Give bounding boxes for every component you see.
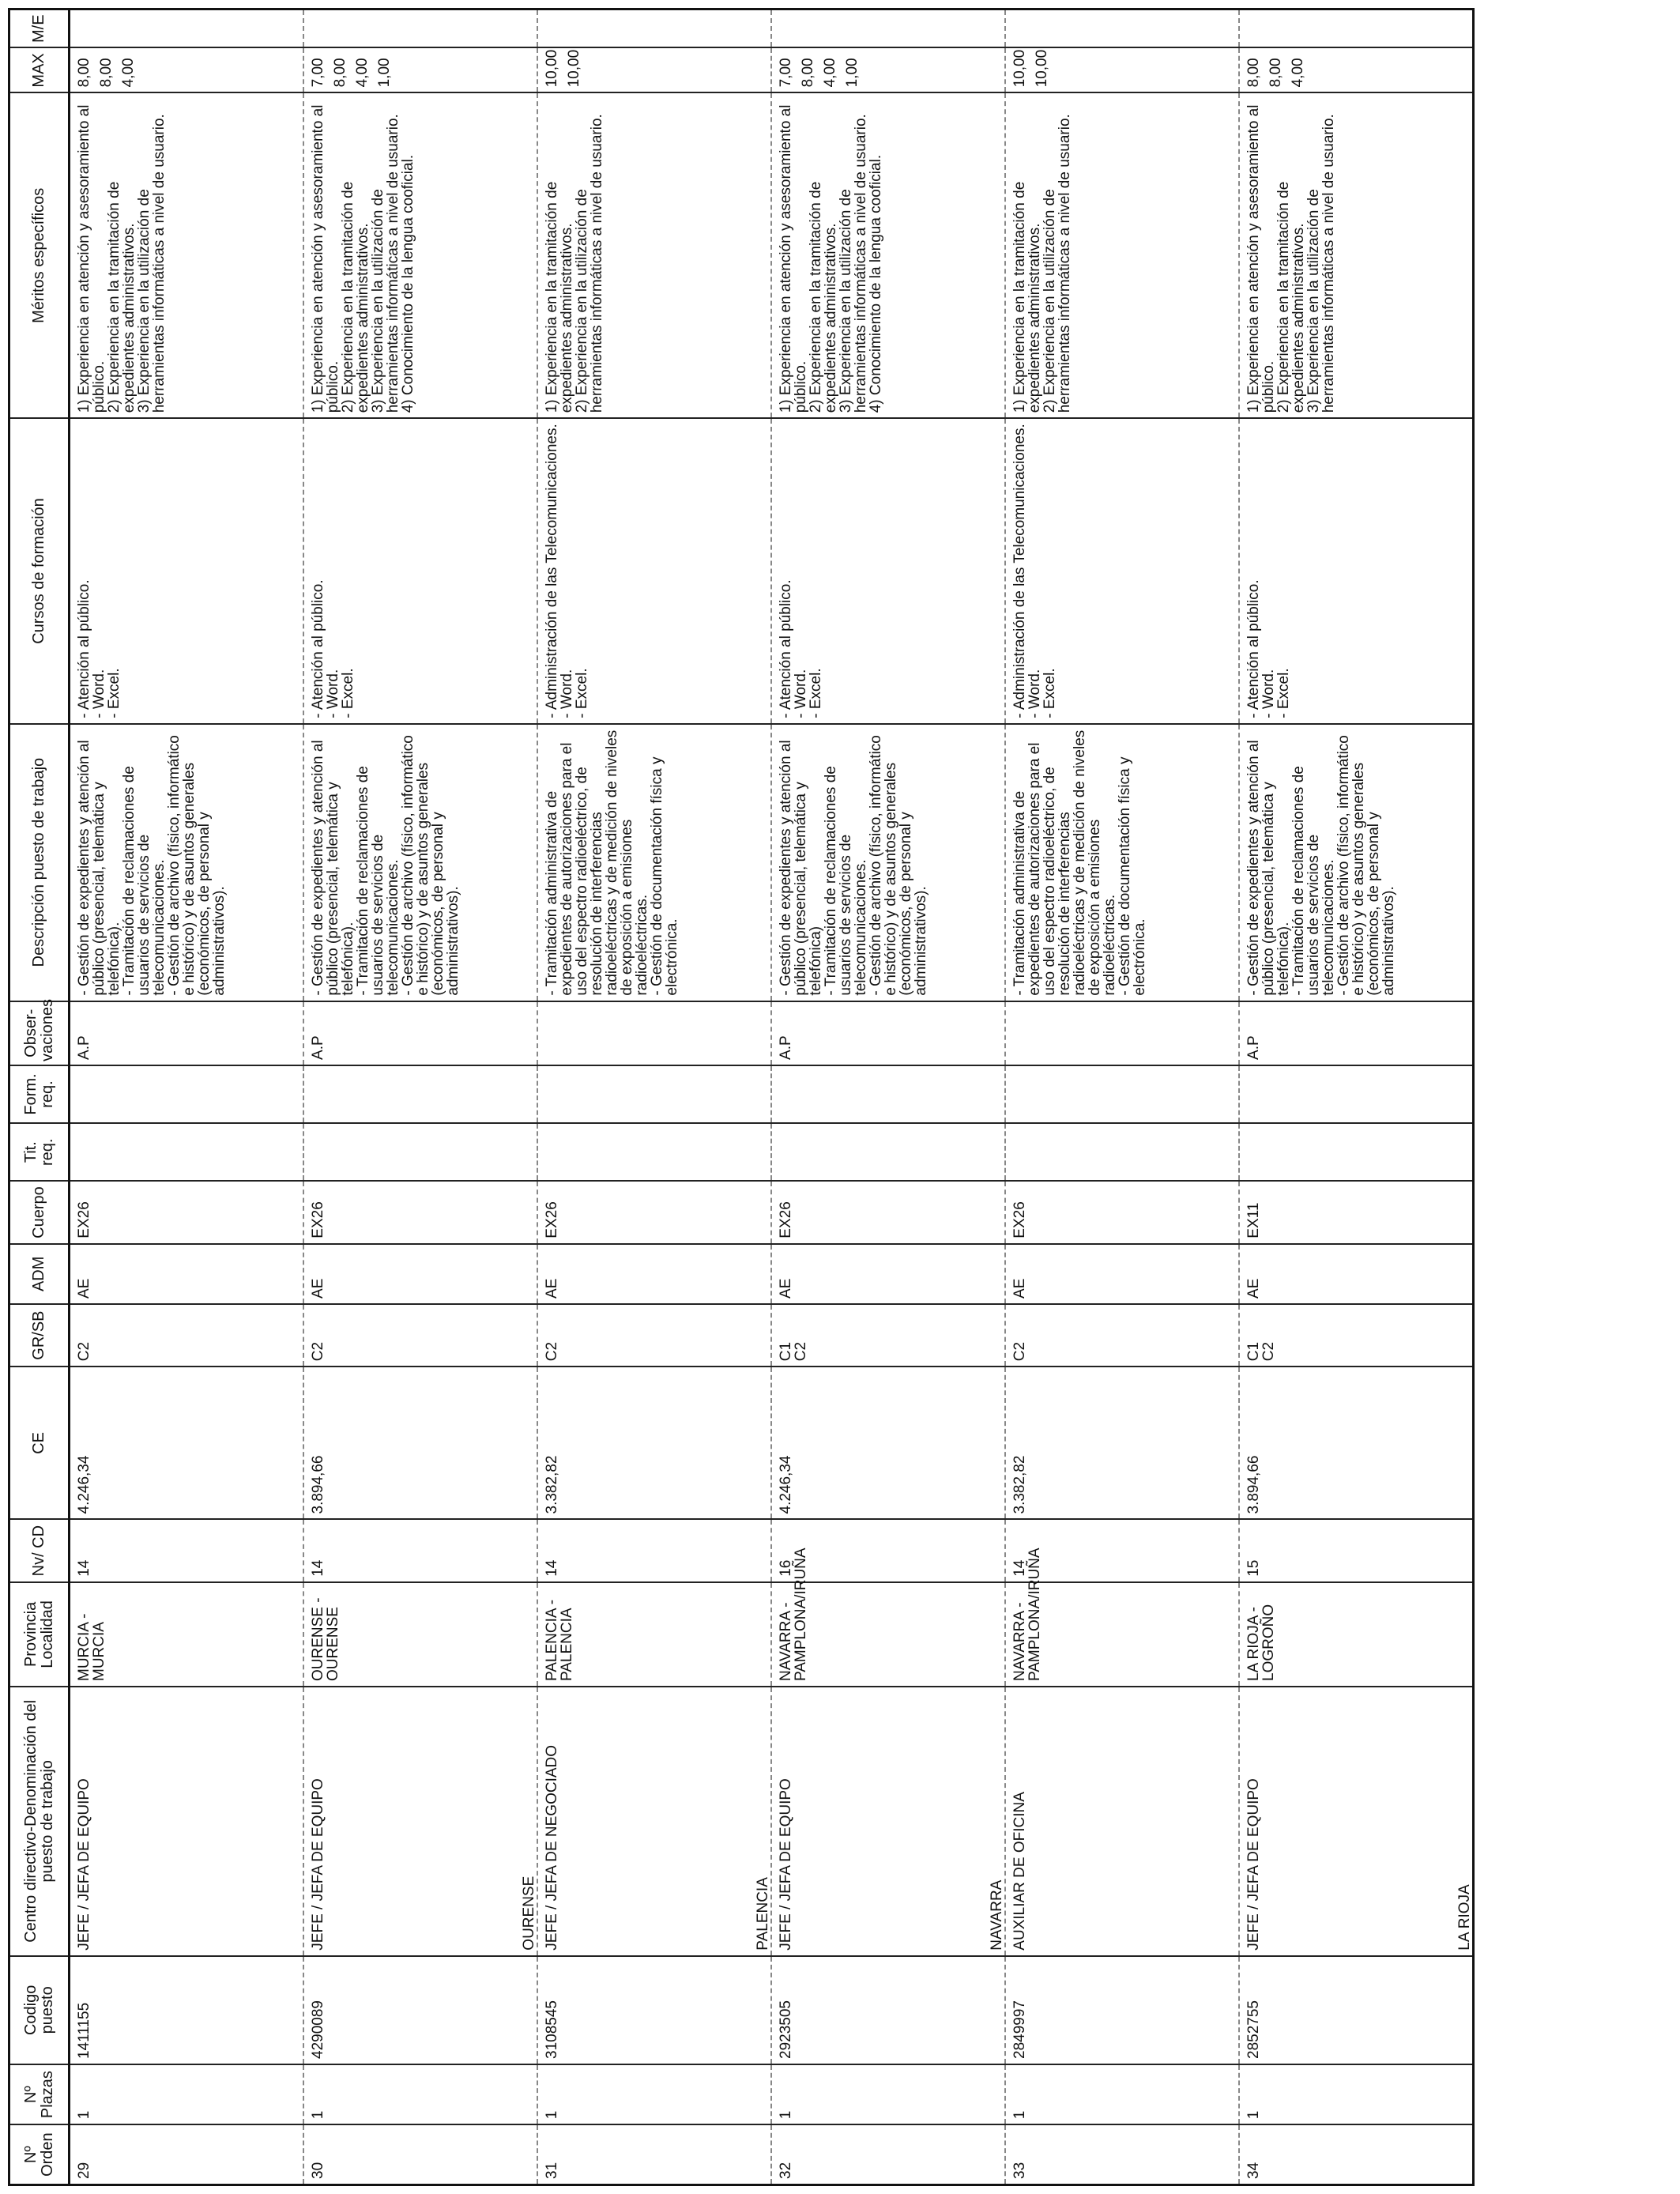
cell-orden: 29 <box>70 2124 303 2185</box>
cell-tit <box>1239 1123 1473 1181</box>
max-value: 4,00 <box>120 58 137 88</box>
header-cuerpo: Cuerpo <box>9 1181 70 1243</box>
cell-orden: 31 <box>537 2124 771 2185</box>
cell-ce: 4.246,34 <box>771 1367 1005 1519</box>
cell-max <box>537 47 771 92</box>
max-value: 4,00 <box>353 58 371 88</box>
header-descripcion: Descripción puesto de trabajo <box>9 724 70 1001</box>
descripcion-line: - Gestión de expedientes y atención al público (presencial, telemática y telefónica). <box>1245 740 1293 996</box>
cell-descripcion <box>70 724 303 1001</box>
cell-meritos <box>70 92 303 418</box>
cell-adm: AE <box>537 1244 771 1304</box>
cell-adm: AE <box>1239 1244 1473 1304</box>
descripcion-line: - Gestión de archivo (físico, informático e histórico) y de asuntos generales (económicos, de personal y administrativos). <box>399 735 461 996</box>
cell-me <box>1239 9 1473 48</box>
cell-obs <box>537 1001 771 1065</box>
cell-centro <box>70 1687 303 1956</box>
header-formacion: Form. req. <box>9 1065 70 1123</box>
curso-line: - Word. <box>792 669 809 718</box>
merito-line: 3) Experiencia en la utilización de herramientas informáticas a nivel de usuario. <box>1305 114 1338 413</box>
header-nivel: Nv/ CD <box>9 1519 70 1581</box>
table-row-34 <box>1239 9 1473 2185</box>
max-value: 8,00 <box>1245 58 1263 88</box>
header-centro: Centro directivo-Denominación del puesto de trabajo <box>9 1687 70 1956</box>
header-titulacion: Tit. req. <box>9 1123 70 1181</box>
merito-line: 1) Experiencia en la tramitación de expedientes administrativos. <box>1011 181 1044 413</box>
puesto-label: AUXILIAR DE OFICINA <box>1011 1792 1029 1951</box>
table-row-30 <box>303 9 537 2185</box>
max-value: 10,00 <box>1034 49 1051 88</box>
cell-adm: AE <box>70 1244 303 1304</box>
curso-line: - Atención al público. <box>777 579 794 718</box>
max-value: 1,00 <box>375 58 393 88</box>
table-row-33 <box>1005 9 1239 2185</box>
cell-provincia: NAVARRA - PAMPLONA/IRUÑA <box>771 1582 1005 1687</box>
cell-adm: AE <box>771 1244 1005 1304</box>
curso-line: - Administración de las Telecomunicaciones. <box>543 424 560 718</box>
cell-form <box>1005 1065 1239 1123</box>
merito-line: 2) Experiencia en la tramitación de expedientes administrativos. <box>807 181 839 413</box>
max-value: 10,00 <box>565 49 582 88</box>
curso-line: - Word. <box>91 669 107 718</box>
grupo-value: C2 <box>1260 1341 1278 1362</box>
merito-line: 3) Experiencia en la utilización de herramientas informáticas a nivel de usuario. <box>369 114 401 413</box>
cell-nivel: 14 <box>303 1519 537 1581</box>
header-me: M/E <box>9 9 70 48</box>
curso-line: - Administración de las Telecomunicaciones. <box>1011 424 1029 718</box>
cell-ce: 3.894,66 <box>303 1367 537 1519</box>
max-value: 8,00 <box>331 58 348 88</box>
cell-meritos <box>537 92 771 418</box>
puesto-label: JEFE / JEFA DE EQUIPO <box>1245 1778 1263 1951</box>
header-adm: ADM <box>9 1244 70 1304</box>
merito-line: 2) Experiencia en la tramitación de expedientes administrativos. <box>1275 181 1308 413</box>
cell-me <box>537 9 771 48</box>
cell-me <box>303 9 537 48</box>
cell-provincia: MURCIA - MURCIA <box>70 1582 303 1687</box>
header-provincia: Provincia Localidad <box>9 1582 70 1687</box>
header-plazas: Nº Plazas <box>9 2064 70 2124</box>
merito-line: 2) Experiencia en la utilización de herramientas informáticas a nivel de usuario. <box>1042 114 1074 413</box>
cell-me <box>70 9 303 48</box>
grupo-value: C2 <box>76 1341 92 1362</box>
descripcion-line: - Tramitación de reclamaciones de usuarios de servicios de telecomunicaciones. <box>354 766 401 996</box>
max-value: 8,00 <box>98 58 115 88</box>
cell-meritos <box>1005 92 1239 418</box>
descripcion-line: - Gestión de archivo (físico, informático e histórico) y de asuntos generales (económicos, de personal y administrativos). <box>166 735 228 996</box>
curso-line: - Excel. <box>1275 668 1293 718</box>
curso-line: - Atención al público. <box>1245 579 1263 718</box>
cell-cursos <box>1239 418 1473 723</box>
merito-line: 3) Experiencia en la utilización de herramientas informáticas a nivel de usuario. <box>136 114 168 413</box>
cell-cuerpo: EX26 <box>303 1181 537 1243</box>
curso-line: - Atención al público. <box>309 579 326 718</box>
cell-provincia: LA RIOJA - LOGROÑO <box>1239 1582 1473 1687</box>
max-value: 8,00 <box>1268 58 1285 88</box>
max-value: 4,00 <box>821 58 838 88</box>
cell-max <box>771 47 1005 92</box>
max-value: 10,00 <box>543 49 560 88</box>
cell-tit <box>70 1123 303 1181</box>
curso-line: - Atención al público. <box>76 579 92 718</box>
max-value: 7,00 <box>777 58 794 88</box>
location-label: OURENSE <box>520 1875 537 1951</box>
cell-form <box>303 1065 537 1123</box>
puesto-label: JEFE / JEFA DE EQUIPO <box>309 1778 326 1951</box>
cell-form <box>70 1065 303 1123</box>
descripcion-line: - Gestión de documentación física y electrónica. <box>1117 756 1149 996</box>
merito-line: 2) Experiencia en la tramitación de expedientes administrativos. <box>106 181 137 413</box>
location-label: PALENCIA <box>754 1877 771 1951</box>
cell-grupo <box>771 1304 1005 1367</box>
cell-max <box>70 47 303 92</box>
cell-obs: A.P <box>771 1001 1005 1065</box>
cell-adm: AE <box>303 1244 537 1304</box>
descripcion-line: - Gestión de documentación física y electrónica. <box>648 756 680 996</box>
curso-line: - Excel. <box>573 668 590 718</box>
cell-tit <box>771 1123 1005 1181</box>
cell-adm: AE <box>1005 1244 1239 1304</box>
cell-max <box>1005 47 1239 92</box>
cell-grupo <box>537 1304 771 1367</box>
cell-cursos <box>537 418 771 723</box>
cell-plazas: 1 <box>1005 2064 1239 2124</box>
curso-line: - Excel. <box>1042 668 1059 718</box>
puesto-label: JEFE / JEFA DE NEGOCIADO <box>543 1744 560 1951</box>
cell-ce: 3.894,66 <box>1239 1367 1473 1519</box>
cell-centro <box>303 1687 537 1956</box>
merito-line: 4) Conocimiento de la lengua cooficial. <box>867 154 884 413</box>
cell-obs: A.P <box>303 1001 537 1065</box>
cell-meritos <box>771 92 1005 418</box>
cell-form <box>537 1065 771 1123</box>
curso-line: - Excel. <box>339 668 356 718</box>
descripcion-line: - Tramitación de reclamaciones de usuarios de servicios de telecomunicaciones. <box>121 766 168 996</box>
cell-plazas: 1 <box>1239 2064 1473 2124</box>
cell-ce: 3.382,82 <box>537 1367 771 1519</box>
cell-cuerpo: EX26 <box>537 1181 771 1243</box>
cell-tit <box>537 1123 771 1181</box>
grupo-value: C2 <box>309 1341 326 1362</box>
curso-line: - Excel. <box>106 668 122 718</box>
job-positions-table <box>8 8 1475 2186</box>
cell-ce: 4.246,34 <box>70 1367 303 1519</box>
cell-me <box>1005 9 1239 48</box>
cell-cursos <box>1005 418 1239 723</box>
cell-obs: A.P <box>1239 1001 1473 1065</box>
cell-grupo <box>70 1304 303 1367</box>
table-row-31 <box>537 9 771 2185</box>
descripcion-line: - Gestión de archivo (físico, informático e histórico) y de asuntos generales (económicos, de personal y administrativos). <box>867 735 929 996</box>
cell-codigo: 1411155 <box>70 1956 303 2064</box>
header-ce: CE <box>9 1367 70 1519</box>
merito-line: 1) Experiencia en atención y asesoramiento al público. <box>777 104 809 413</box>
cell-nivel: 14 <box>537 1519 771 1581</box>
cell-form <box>1239 1065 1473 1123</box>
cell-descripcion <box>537 724 771 1001</box>
cell-cursos <box>771 418 1005 723</box>
cell-centro <box>771 1687 1005 1956</box>
cell-me <box>771 9 1005 48</box>
merito-line: 4) Conocimiento de la lengua cooficial. <box>399 154 416 413</box>
cell-centro <box>1239 1687 1473 1956</box>
grupo-value: C1 <box>1245 1341 1263 1362</box>
cell-cuerpo: EX26 <box>1005 1181 1239 1243</box>
descripcion-line: - Gestión de archivo (físico, informático e histórico) y de asuntos generales (económicos, de personal y administrativos). <box>1335 735 1398 996</box>
cell-meritos <box>1239 92 1473 418</box>
merito-line: 1) Experiencia en atención y asesoramiento al público. <box>309 104 341 413</box>
cell-cursos <box>70 418 303 723</box>
curso-line: - Word. <box>1260 669 1278 718</box>
header-meritos: Méritos específicos <box>9 92 70 418</box>
cell-grupo <box>1005 1304 1239 1367</box>
cell-cuerpo: EX26 <box>70 1181 303 1243</box>
cell-plazas: 1 <box>303 2064 537 2124</box>
cell-tit <box>303 1123 537 1181</box>
cell-codigo: 3108545 <box>537 1956 771 2064</box>
cell-descripcion <box>1239 724 1473 1001</box>
location-label: NAVARRA <box>989 1879 1006 1951</box>
cell-nivel: 14 <box>1005 1519 1239 1581</box>
cell-orden: 33 <box>1005 2124 1239 2185</box>
cell-centro <box>1005 1687 1239 1956</box>
rotated-page <box>8 8 1475 2186</box>
cell-codigo: 2923505 <box>771 1956 1005 2064</box>
cell-plazas: 1 <box>771 2064 1005 2124</box>
cell-tit <box>1005 1123 1239 1181</box>
cell-descripcion <box>771 724 1005 1001</box>
cell-nivel: 14 <box>70 1519 303 1581</box>
cell-plazas: 1 <box>537 2064 771 2124</box>
header-row <box>9 9 70 2185</box>
header-grupo: GR/SB <box>9 1304 70 1367</box>
descripcion-line: - Tramitación de reclamaciones de usuarios de servicios de telecomunicaciones. <box>1290 766 1338 996</box>
cell-orden: 30 <box>303 2124 537 2185</box>
table-row-32 <box>771 9 1005 2185</box>
merito-line: 1) Experiencia en atención y asesoramiento al público. <box>76 104 107 413</box>
location-label: LA RIOJA <box>1456 1884 1473 1951</box>
cell-orden: 32 <box>771 2124 1005 2185</box>
max-value: 8,00 <box>799 58 816 88</box>
descripcion-line: - Tramitación de reclamaciones de usuarios de servicios de telecomunicaciones. <box>822 766 869 996</box>
grupo-value: C2 <box>1011 1341 1029 1362</box>
cell-codigo: 2852755 <box>1239 1956 1473 2064</box>
merito-line: 3) Experiencia en la utilización de herramientas informáticas a nivel de usuario. <box>837 114 869 413</box>
puesto-label: JEFE / JEFA DE EQUIPO <box>76 1778 92 1951</box>
cell-codigo: 2849997 <box>1005 1956 1239 2064</box>
cell-nivel: 15 <box>1239 1519 1473 1581</box>
cell-provincia: OURENSE - OURENSE <box>303 1582 537 1687</box>
header-observaciones: Obser-vaciones <box>9 1001 70 1065</box>
cell-obs <box>1005 1001 1239 1065</box>
grupo-value: C2 <box>792 1341 809 1362</box>
cell-ce: 3.382,82 <box>1005 1367 1239 1519</box>
grupo-value: C2 <box>543 1341 560 1362</box>
cell-descripcion <box>1005 724 1239 1001</box>
merito-line: 1) Experiencia en atención y asesoramiento al público. <box>1245 104 1278 413</box>
header-cursos: Cursos de formación <box>9 418 70 723</box>
cell-meritos <box>303 92 537 418</box>
cell-codigo: 4290089 <box>303 1956 537 2064</box>
header-max: MAX <box>9 47 70 92</box>
curso-line: - Excel. <box>807 668 824 718</box>
cell-cursos <box>303 418 537 723</box>
cell-max <box>1239 47 1473 92</box>
descripcion-line: - Gestión de expedientes y atención al público (presencial, telemática y telefónica). <box>76 740 122 996</box>
cell-cuerpo: EX11 <box>1239 1181 1473 1243</box>
merito-line: 1) Experiencia en la tramitación de expedientes administrativos. <box>543 181 575 413</box>
merito-line: 2) Experiencia en la tramitación de expedientes administrativos. <box>339 181 371 413</box>
cell-nivel: 16 <box>771 1519 1005 1581</box>
cell-cuerpo: EX26 <box>771 1181 1005 1243</box>
cell-orden: 34 <box>1239 2124 1473 2185</box>
max-value: 10,00 <box>1011 49 1029 88</box>
grupo-value: C1 <box>777 1341 794 1362</box>
merito-line: 2) Experiencia en la utilización de herramientas informáticas a nivel de usuario. <box>573 114 605 413</box>
cell-obs: A.P <box>70 1001 303 1065</box>
cell-form <box>771 1065 1005 1123</box>
max-value: 4,00 <box>1290 58 1307 88</box>
max-value: 1,00 <box>843 58 861 88</box>
descripcion-line: - Tramitación administrativa de expedientes de autorizaciones para el uso del espectro radioeléctrico, de resolución de interferencias radioeléctricas y de medición de niveles de exposición a emisiones radioeléctricas. <box>1011 729 1119 996</box>
descripcion-line: - Tramitación administrativa de expedientes de autorizaciones para el uso del espectro radioeléctrico, de resolución de interferencias radioeléctricas y de medición de niveles de exposición a emisiones radioeléctricas. <box>543 729 650 996</box>
cell-max <box>303 47 537 92</box>
descripcion-line: - Gestión de expedientes y atención al público (presencial, telemática y telefónica) <box>777 740 824 996</box>
max-value: 7,00 <box>309 58 326 88</box>
descripcion-line: - Gestión de expedientes y atención al público (presencial, telemática y telefónica). <box>309 740 356 996</box>
cell-provincia: PALENCIA - PALENCIA <box>537 1582 771 1687</box>
table-row-29 <box>70 9 303 2185</box>
cell-provincia: NAVARRA - PAMPLONA/IRUÑA <box>1005 1582 1239 1687</box>
header-codigo: Codigo puesto <box>9 1956 70 2064</box>
max-value: 8,00 <box>76 58 92 88</box>
curso-line: - Word. <box>558 669 575 718</box>
cell-descripcion <box>303 724 537 1001</box>
curso-line: - Word. <box>1026 669 1044 718</box>
puesto-label: JEFE / JEFA DE EQUIPO <box>777 1778 794 1951</box>
curso-line: - Word. <box>324 669 341 718</box>
cell-plazas: 1 <box>70 2064 303 2124</box>
cell-centro <box>537 1687 771 1956</box>
header-orden: Nº Orden <box>9 2124 70 2185</box>
cell-grupo <box>303 1304 537 1367</box>
cell-grupo <box>1239 1304 1473 1367</box>
